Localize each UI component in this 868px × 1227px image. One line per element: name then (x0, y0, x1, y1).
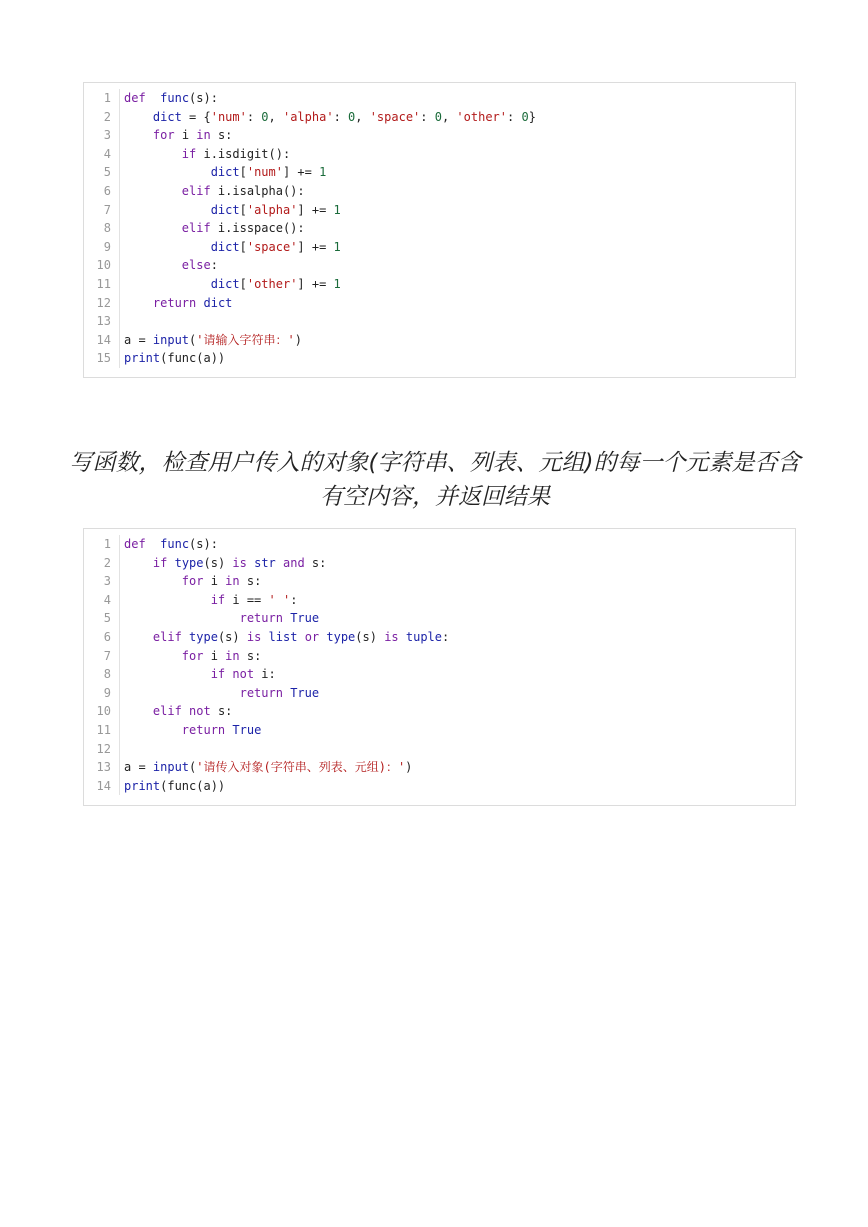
code-token: in (225, 574, 240, 589)
line-number: 7 (84, 647, 120, 666)
code-token: s: (210, 704, 233, 719)
code-token: 'num' (246, 165, 283, 180)
code-text (120, 182, 305, 201)
code-text (120, 572, 261, 591)
code-token: s: (239, 648, 262, 663)
code-token: : (210, 258, 218, 273)
code-token (124, 593, 211, 607)
code-token: , (441, 109, 457, 124)
code-text (120, 740, 124, 759)
code-token: 0 (261, 109, 269, 124)
code-line (84, 219, 795, 238)
line-number: 4 (84, 591, 120, 610)
line-number: 5 (84, 163, 120, 182)
code-token: and (283, 555, 305, 570)
code-token: a = (124, 760, 153, 775)
code-line (84, 163, 795, 182)
code-token: elif (152, 629, 182, 644)
code-text (120, 665, 276, 684)
code-token (124, 296, 153, 310)
code-token: 0 (521, 109, 529, 124)
code-line (84, 275, 795, 294)
line-number: 12 (84, 294, 120, 313)
code-text (120, 535, 218, 554)
code-token: (s): (189, 91, 218, 105)
code-line (84, 145, 795, 164)
code-text (120, 145, 290, 164)
code-token (124, 147, 182, 161)
line-number: 8 (84, 219, 120, 238)
code-line (84, 331, 795, 350)
code-token (276, 556, 283, 570)
code-text (120, 684, 319, 703)
code-token: elif (152, 704, 182, 719)
code-token (297, 630, 304, 644)
code-token: if (210, 667, 226, 682)
line-number: 6 (84, 182, 120, 201)
code-token (182, 704, 189, 718)
code-token: dict (203, 295, 233, 310)
code-token (399, 630, 406, 644)
code-token: (s) (203, 555, 233, 570)
code-line (84, 126, 795, 145)
line-number: 3 (84, 572, 120, 591)
code-line (84, 591, 795, 610)
code-token: 'space' (246, 239, 298, 254)
code-text (120, 647, 261, 666)
code-token: (func(a)) (160, 351, 226, 366)
code-token: if (181, 146, 197, 161)
code-token: } (528, 109, 536, 124)
code-token: elif (181, 183, 211, 198)
code-token: [ (239, 239, 247, 254)
code-token: True (232, 722, 262, 737)
code-text (120, 331, 302, 350)
code-token: i (203, 648, 226, 663)
line-number: 13 (84, 758, 120, 777)
code-token: ] += (297, 276, 334, 291)
code-text (120, 702, 232, 721)
code-token: s: (239, 574, 262, 589)
code-token (196, 296, 203, 310)
code-token (124, 630, 153, 644)
code-token (146, 91, 160, 105)
code-token: ] += (297, 239, 334, 254)
code-token: (s) (355, 629, 385, 644)
code-token: def (124, 537, 146, 551)
code-token: (func(a)) (160, 778, 226, 793)
code-line (84, 294, 795, 313)
code-line (84, 665, 795, 684)
code-token: , (268, 109, 283, 124)
code-text (120, 628, 449, 647)
code-text (120, 163, 326, 182)
code-token: func (160, 537, 190, 551)
code-token: return (239, 685, 283, 700)
code-token: for (152, 128, 175, 143)
code-token: i.isspace(): (210, 221, 305, 236)
code-text (120, 591, 297, 610)
code-token (247, 556, 254, 570)
code-line (84, 256, 795, 275)
line-number: 9 (84, 238, 120, 257)
code-token: type (174, 555, 204, 570)
code-token: True (290, 611, 320, 626)
line-number: 3 (84, 126, 120, 145)
code-token (124, 611, 240, 625)
code-token (124, 165, 211, 179)
code-token: i (203, 574, 226, 589)
code-token: , (355, 109, 370, 124)
code-line (84, 758, 795, 777)
code-token (124, 258, 182, 272)
code-token: : (246, 109, 262, 124)
line-number: 11 (84, 721, 120, 740)
code-text (120, 89, 218, 108)
code-line (84, 740, 795, 759)
code-line (84, 535, 795, 554)
code-token: dict (210, 202, 240, 217)
section-heading (40, 446, 830, 514)
code-token: dict (210, 276, 240, 291)
code-token: 1 (333, 202, 341, 217)
code-token: True (290, 685, 320, 700)
heading-line-1: 写函数，检查用户传入的对象(字符串、列表、元组)的每一个元素是否含 (69, 450, 801, 476)
code-token: is (384, 629, 399, 644)
code-token: dict (210, 165, 240, 180)
line-number: 1 (84, 535, 120, 554)
line-number: 14 (84, 777, 120, 796)
code-line (84, 721, 795, 740)
code-text (120, 554, 326, 573)
code-token (124, 704, 153, 718)
line-number: 10 (84, 256, 120, 275)
code-token (261, 630, 268, 644)
code-token: ) (405, 760, 413, 775)
code-token: input (152, 332, 190, 347)
code-token: 1 (333, 276, 341, 291)
code-text (120, 349, 225, 368)
code-token: else (181, 258, 211, 273)
code-token: list (268, 629, 298, 644)
code-block-1 (83, 82, 796, 378)
code-token: [ (239, 165, 247, 180)
code-token: '请传入对象(字符串、列表、元组)：' (196, 760, 406, 775)
line-number: 12 (84, 740, 120, 759)
line-number: 14 (84, 331, 120, 350)
line-number: 5 (84, 609, 120, 628)
code-line (84, 702, 795, 721)
code-token: print (124, 351, 161, 366)
code-token (124, 240, 211, 254)
code-token: for (181, 574, 204, 589)
code-token: (s) (217, 629, 247, 644)
code-text (120, 219, 305, 238)
code-token: i.isdigit(): (196, 146, 291, 161)
code-token: in (225, 648, 240, 663)
code-token: 1 (319, 165, 327, 180)
code-token: (s): (189, 537, 218, 551)
line-number: 10 (84, 702, 120, 721)
code-block-2 (83, 528, 796, 806)
code-text (120, 758, 412, 777)
code-token: elif (181, 221, 211, 236)
code-token: ] += (282, 165, 320, 180)
code-text (120, 201, 341, 220)
line-number: 2 (84, 554, 120, 573)
code-token (124, 723, 182, 737)
code-line (84, 572, 795, 591)
code-token: is (232, 555, 247, 570)
code-line (84, 312, 795, 331)
code-token (167, 556, 174, 570)
code-line (84, 201, 795, 220)
code-token: not (189, 704, 211, 719)
code-text (120, 256, 218, 275)
line-number: 6 (84, 628, 120, 647)
code-token (146, 537, 160, 551)
code-text (120, 609, 319, 628)
code-line (84, 108, 795, 127)
code-token: : (290, 592, 298, 607)
line-number: 13 (84, 312, 120, 331)
code-token: return (152, 295, 197, 310)
code-text (120, 126, 232, 145)
code-text (120, 294, 232, 313)
code-token: func (160, 91, 190, 105)
code-token: return (239, 611, 283, 626)
code-token: 'num' (210, 109, 247, 124)
code-token: return (181, 722, 226, 737)
code-token (124, 686, 240, 700)
code-token: i == (225, 592, 269, 607)
line-number: 8 (84, 665, 120, 684)
code-line (84, 89, 795, 108)
code-token: s: (210, 128, 233, 143)
code-line (84, 647, 795, 666)
code-token (124, 184, 182, 198)
code-text (120, 721, 261, 740)
code-token (124, 556, 153, 570)
code-token: tuple (405, 629, 442, 644)
code-token: str (254, 555, 276, 570)
code-token: 'other' (456, 109, 507, 124)
code-token: dict (210, 239, 240, 254)
code-text (120, 108, 536, 127)
code-token: ( (189, 760, 197, 775)
code-token: ( (189, 332, 197, 347)
code-token (124, 203, 211, 217)
code-line (84, 609, 795, 628)
line-number: 7 (84, 201, 120, 220)
code-token: in (196, 128, 211, 143)
code-token: 'space' (369, 109, 421, 124)
code-token: ' ' (268, 592, 291, 607)
code-token: 0 (348, 109, 356, 124)
code-text (120, 777, 225, 796)
code-token (124, 221, 182, 235)
code-token (124, 649, 182, 663)
code-token: if (210, 592, 226, 607)
code-token: i.isalpha(): (210, 183, 305, 198)
code-token: 'other' (246, 276, 298, 291)
code-token (124, 574, 182, 588)
code-token: 1 (333, 239, 341, 254)
code-token: [ (239, 202, 247, 217)
code-token: 0 (434, 109, 442, 124)
code-token: for (181, 648, 204, 663)
code-line (84, 238, 795, 257)
code-token: [ (239, 276, 247, 291)
line-number: 9 (84, 684, 120, 703)
code-token: 'alpha' (246, 202, 298, 217)
code-token (124, 128, 153, 142)
code-token: input (152, 760, 190, 775)
code-token (124, 667, 211, 681)
line-number: 15 (84, 349, 120, 368)
code-token (124, 110, 153, 124)
line-number: 2 (84, 108, 120, 127)
code-token: print (124, 778, 161, 793)
code-line (84, 349, 795, 368)
code-token (182, 630, 189, 644)
code-token: def (124, 91, 146, 105)
code-line (84, 684, 795, 703)
code-line (84, 554, 795, 573)
code-token: ) (294, 332, 302, 347)
code-token: i (174, 128, 197, 143)
code-line (84, 628, 795, 647)
code-token: s: (304, 555, 327, 570)
code-token: is (246, 629, 262, 644)
code-text (120, 275, 341, 294)
code-token: 'alpha' (282, 109, 334, 124)
code-token: = { (181, 109, 211, 124)
code-token: : (420, 109, 435, 124)
code-token: : (507, 109, 522, 124)
code-token: '请输入字符串：' (196, 332, 295, 347)
code-line (84, 182, 795, 201)
code-token: ] += (297, 202, 334, 217)
code-token: : (333, 109, 349, 124)
code-token: or (304, 629, 320, 644)
code-token: : (442, 629, 450, 644)
code-text (120, 312, 124, 331)
heading-line-2: 有空内容，并返回结果 (320, 484, 550, 510)
code-line (84, 777, 795, 796)
code-token: type (189, 629, 218, 644)
code-token: dict (152, 109, 182, 124)
line-number: 1 (84, 89, 120, 108)
code-token: if (152, 555, 168, 570)
code-token: i: (254, 667, 276, 682)
line-number: 4 (84, 145, 120, 164)
code-text (120, 238, 341, 257)
line-number: 11 (84, 275, 120, 294)
code-token: type (326, 629, 356, 644)
code-token (124, 277, 211, 291)
code-token: a = (124, 332, 153, 347)
code-token: not (232, 667, 255, 682)
